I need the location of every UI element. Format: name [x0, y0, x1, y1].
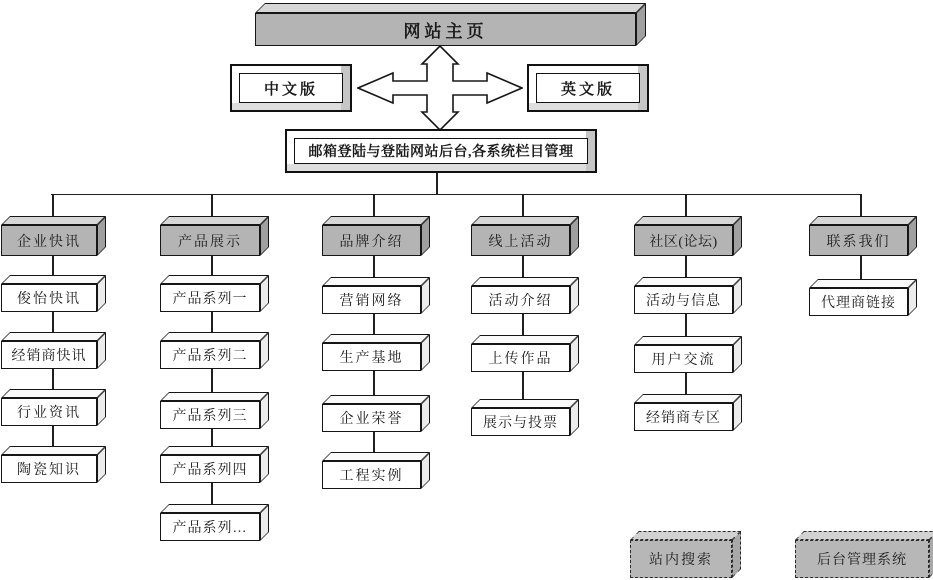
node-backend-login	[285, 129, 597, 173]
box-top-face	[471, 277, 579, 286]
column-6-item-0-label: 代理商链接	[809, 288, 908, 316]
column-5-item-0-label: 活动与信息	[634, 286, 733, 314]
connector-line	[436, 172, 438, 195]
column-3-item-3-label: 工程实例	[322, 461, 421, 489]
column-4-item-0	[471, 277, 579, 314]
column-4-item-2-label: 展示与投票	[471, 408, 570, 436]
column-2-item-1-label: 产品系列二	[160, 341, 260, 369]
box-top-face	[471, 399, 579, 408]
column-5-header-label: 社区(论坛)	[634, 225, 733, 256]
box-top-face	[160, 504, 269, 513]
column-2-item-3-label: 产品系列四	[160, 455, 260, 483]
column-2-item-0	[160, 275, 269, 312]
box-right-face	[733, 216, 742, 256]
box-top-face	[160, 392, 269, 401]
column-4-header-label: 线上活动	[471, 225, 570, 256]
node-chinese-version	[230, 64, 352, 112]
column-3-item-1-label: 生产基地	[322, 343, 421, 371]
column-6-item-0	[809, 279, 917, 316]
column-2-header-label: 产品展示	[160, 225, 260, 256]
box-top-face	[1, 216, 106, 225]
column-1-item-2-label: 行业资讯	[1, 398, 97, 426]
box-top-face	[809, 279, 917, 288]
column-2-item-3	[160, 446, 269, 483]
box-top-face	[795, 531, 933, 540]
connector-line	[51, 194, 861, 196]
box-top-face	[630, 531, 741, 540]
box-top-face	[634, 394, 742, 403]
box-right-face	[570, 216, 579, 256]
column-2-item-2-label: 产品系列三	[160, 401, 260, 429]
column-2-item-1	[160, 332, 269, 369]
node-admin-system	[795, 531, 933, 578]
node-backend-login-label: 邮箱登陆与登陆网站后台,各系统栏目管理	[294, 138, 588, 164]
box-top-face	[160, 332, 269, 341]
column-4-item-2	[471, 399, 579, 436]
column-news	[1, 0, 106, 580]
box-top-face	[255, 3, 646, 13]
column-2-item-0-label: 产品系列一	[160, 284, 260, 312]
box-right-face	[97, 216, 106, 256]
box-top-face	[809, 216, 917, 225]
column-1-header	[1, 216, 106, 256]
box-top-face	[1, 446, 106, 455]
column-1-item-3-label: 陶瓷知识	[1, 455, 97, 483]
column-3-item-0	[322, 277, 430, 314]
box-right-face	[732, 531, 741, 578]
box-top-face	[322, 452, 430, 461]
box-top-face	[471, 216, 579, 225]
column-contact	[809, 0, 917, 580]
node-chinese-version-label: 中文版	[239, 73, 343, 103]
column-1-item-1-label: 经销商快讯	[1, 341, 97, 369]
column-2-item-4	[160, 504, 269, 541]
box-top-face	[322, 216, 430, 225]
box-top-face	[322, 277, 430, 286]
column-5-item-1-label: 用户交流	[634, 345, 733, 373]
column-1-item-3	[1, 446, 106, 483]
column-1-item-2	[1, 389, 106, 426]
box-top-face	[634, 277, 742, 286]
column-2-item-4-label: 产品系列…	[160, 513, 260, 541]
column-4-header	[471, 216, 579, 256]
column-3-item-2	[322, 395, 430, 432]
column-2-header	[160, 216, 269, 256]
box-top-face	[160, 275, 269, 284]
box-top-face	[634, 336, 742, 345]
box-top-face	[471, 335, 579, 344]
column-5-header	[634, 216, 742, 256]
box-right-face	[421, 216, 430, 256]
column-1-item-0	[1, 275, 106, 312]
column-3-header	[322, 216, 430, 256]
column-5-item-0	[634, 277, 742, 314]
column-4-item-1	[471, 335, 579, 372]
node-english-version-label: 英文版	[536, 73, 640, 103]
box-right-face	[260, 216, 269, 256]
box-right-face	[929, 531, 933, 578]
column-3-header-label: 品牌介绍	[322, 225, 421, 256]
box-right-face	[908, 216, 917, 256]
box-top-face	[1, 332, 106, 341]
column-1-item-1	[1, 332, 106, 369]
column-3-item-2-label: 企业荣誉	[322, 404, 421, 432]
node-admin-system-label: 后台管理系统	[795, 540, 929, 578]
column-2-item-2	[160, 392, 269, 429]
box-top-face	[1, 275, 106, 284]
column-5-item-2	[634, 394, 742, 431]
column-4-item-0-label: 活动介绍	[471, 286, 570, 314]
box-top-face	[322, 395, 430, 404]
node-site-search-label: 站内搜索	[630, 540, 732, 578]
box-top-face	[160, 216, 269, 225]
box-top-face	[1, 389, 106, 398]
box-top-face	[160, 446, 269, 455]
node-english-version	[527, 64, 649, 112]
column-1-item-0-label: 俊怡快讯	[1, 284, 97, 312]
four-way-arrow-icon	[357, 46, 523, 130]
column-1-header-label: 企业快讯	[1, 225, 97, 256]
node-home-label: 网站主页	[255, 13, 636, 46]
column-3-item-1	[322, 334, 430, 371]
column-community	[634, 0, 742, 580]
node-site-search	[630, 531, 741, 578]
column-4-item-1-label: 上传作品	[471, 344, 570, 372]
box-top-face	[322, 334, 430, 343]
column-6-header-label: 联系我们	[809, 225, 908, 256]
column-5-item-2-label: 经销商专区	[634, 403, 733, 431]
column-3-item-3	[322, 452, 430, 489]
node-home	[255, 3, 646, 46]
column-3-item-0-label: 营销网络	[322, 286, 421, 314]
box-top-face	[634, 216, 742, 225]
column-6-header	[809, 216, 917, 256]
column-5-item-1	[634, 336, 742, 373]
